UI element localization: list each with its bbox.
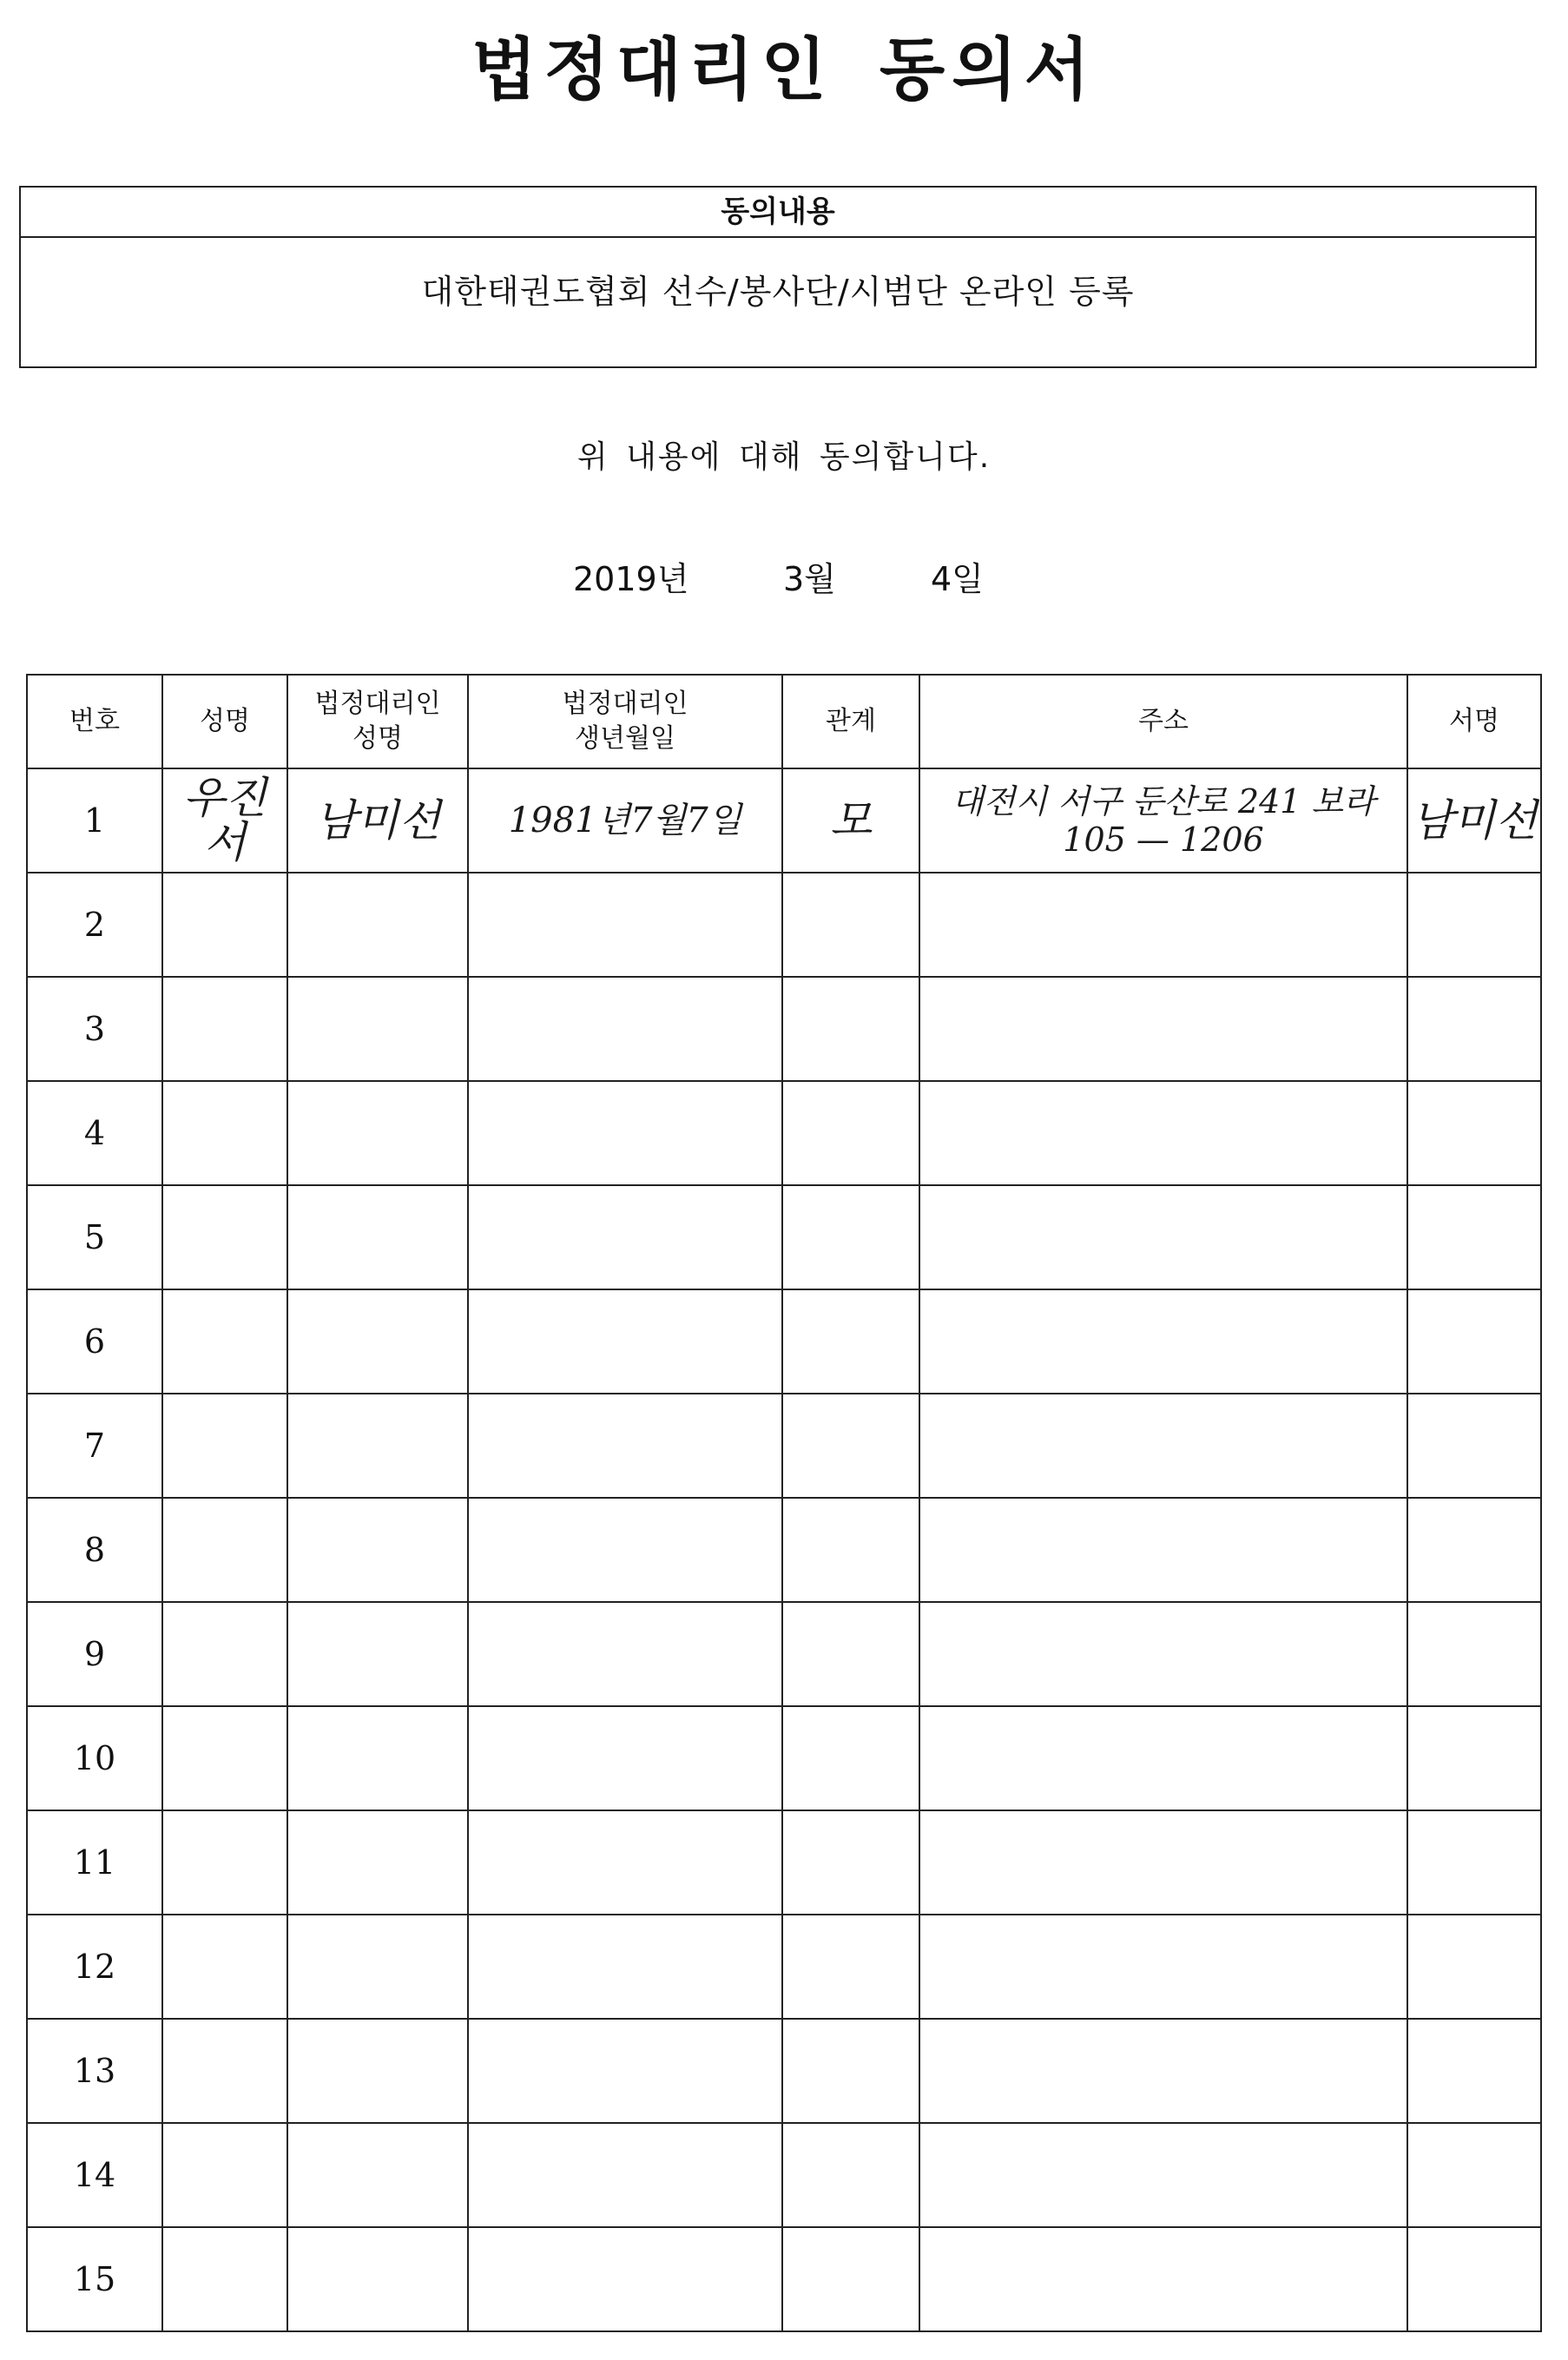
empty-cell [782,977,919,1081]
empty-cell [919,1081,1407,1185]
empty-cell [468,2019,782,2123]
table-row [27,1810,1541,1915]
empty-cell [468,1498,782,1602]
empty-cell [919,873,1407,977]
empty-cell [782,1185,919,1289]
empty-cell [287,2227,468,2331]
agreement-statement: 위 내용에 대해 동의합니다. [576,439,992,475]
empty-cell [782,873,919,977]
row-number: 3 [27,977,162,1081]
table-row [27,1915,1541,2019]
table-row [27,1498,1541,1602]
handwritten-address: 대전시 서구 둔산로 241 보라 105 — 1206 [919,768,1407,873]
empty-cell [287,977,468,1081]
empty-cell [919,1915,1407,2019]
empty-cell [919,2019,1407,2123]
empty-cell [1407,1081,1541,1185]
row-number: 10 [27,1706,162,1810]
empty-cell [162,1706,287,1810]
empty-cell [919,1498,1407,1602]
table-row [27,873,1541,977]
empty-cell [1407,1394,1541,1498]
header-relation: 관계 [782,675,919,768]
empty-cell [287,873,468,977]
row-number: 12 [27,1915,162,2019]
empty-cell [782,1289,919,1394]
empty-cell [782,1394,919,1498]
header-signature: 서명 [1407,675,1541,768]
empty-cell [1407,2019,1541,2123]
empty-cell [782,1915,919,2019]
table-row [27,2227,1541,2331]
empty-cell [162,1185,287,1289]
empty-cell [1407,1498,1541,1602]
empty-cell [162,1602,287,1706]
handwritten-guardian-birthdate: 1981년7월7일 [468,768,782,873]
empty-cell [1407,873,1541,977]
empty-cell [1407,1289,1541,1394]
empty-cell [162,977,287,1081]
empty-cell [468,1915,782,2019]
row-number: 4 [27,1081,162,1185]
row-number: 7 [27,1394,162,1498]
empty-cell [162,2019,287,2123]
empty-cell [287,1394,468,1498]
row-number: 15 [27,2227,162,2331]
handwritten-signature: 남미선 [1407,768,1541,873]
table-row [27,768,1541,873]
empty-cell [1407,1185,1541,1289]
row-number: 14 [27,2123,162,2227]
date-year: 2019년 [573,560,689,598]
empty-cell [468,1185,782,1289]
table-body [27,768,1541,2331]
empty-cell [162,1289,287,1394]
header-number: 번호 [27,675,162,768]
empty-cell [919,1810,1407,1915]
table-row [27,1081,1541,1185]
empty-cell [782,1081,919,1185]
row-number: 5 [27,1185,162,1289]
empty-cell [162,2123,287,2227]
empty-cell [287,1602,468,1706]
date-month: 3월 [783,560,836,598]
guardian-consent-table [26,674,1542,2332]
empty-cell [287,2123,468,2227]
empty-cell [287,1810,468,1915]
empty-cell [287,1706,468,1810]
empty-cell [1407,977,1541,1081]
consent-content-box [19,186,1537,368]
empty-cell [919,2123,1407,2227]
empty-cell [162,1810,287,1915]
empty-cell [782,1706,919,1810]
table-row [27,2019,1541,2123]
empty-cell [782,1810,919,1915]
empty-cell [468,977,782,1081]
row-number: 6 [27,1289,162,1394]
handwritten-guardian-name: 남미선 [287,768,468,873]
empty-cell [1407,1915,1541,2019]
table-header-row [27,675,1541,768]
empty-cell [919,1706,1407,1810]
table-row [27,1602,1541,1706]
empty-cell [468,1289,782,1394]
empty-cell [468,1081,782,1185]
empty-cell [468,1602,782,1706]
row-number: 13 [27,2019,162,2123]
empty-cell [468,2123,782,2227]
empty-cell [919,1289,1407,1394]
empty-cell [919,1602,1407,1706]
row-number: 11 [27,1810,162,1915]
empty-cell [782,2227,919,2331]
empty-cell [162,1498,287,1602]
header-name: 성명 [162,675,287,768]
empty-cell [468,1394,782,1498]
empty-cell [782,2019,919,2123]
handwritten-name: 우진서 [162,768,287,873]
empty-cell [1407,1706,1541,1810]
date-day: 4일 [931,560,984,598]
empty-cell [782,1498,919,1602]
empty-cell [162,1394,287,1498]
table-row [27,2123,1541,2227]
empty-cell [468,1810,782,1915]
table-row [27,1706,1541,1810]
header-guardian-name: 법정대리인 성명 [287,675,468,768]
empty-cell [287,2019,468,2123]
row-number: 9 [27,1602,162,1706]
empty-cell [919,1185,1407,1289]
empty-cell [782,2123,919,2227]
empty-cell [1407,1602,1541,1706]
empty-cell [468,2227,782,2331]
header-guardian-birthdate: 법정대리인 생년월일 [468,675,782,768]
empty-cell [1407,2227,1541,2331]
empty-cell [919,2227,1407,2331]
empty-cell [782,1602,919,1706]
row-number: 1 [27,768,162,873]
empty-cell [287,1498,468,1602]
empty-cell [919,977,1407,1081]
header-address: 주소 [919,675,1407,768]
empty-cell [162,1915,287,2019]
row-number: 8 [27,1498,162,1602]
empty-cell [1407,2123,1541,2227]
empty-cell [287,1915,468,2019]
table-row [27,1289,1541,1394]
table-row [27,1185,1541,1289]
empty-cell [919,1394,1407,1498]
table-row [27,1394,1541,1498]
empty-cell [162,2227,287,2331]
table-row [27,977,1541,1081]
empty-cell [287,1289,468,1394]
handwritten-relation: 모 [782,768,919,873]
empty-cell [1407,1810,1541,1915]
empty-cell [468,1706,782,1810]
row-number: 2 [27,873,162,977]
empty-cell [162,1081,287,1185]
empty-cell [287,1185,468,1289]
empty-cell [287,1081,468,1185]
empty-cell [162,873,287,977]
empty-cell [468,873,782,977]
consent-content-header: 동의내용 [21,188,1535,238]
consent-content-body: 대한태권도협회 선수/봉사단/시범단 온라인 등록 [421,273,1135,311]
document-title: 법정대리인 동의서 [471,31,1097,109]
